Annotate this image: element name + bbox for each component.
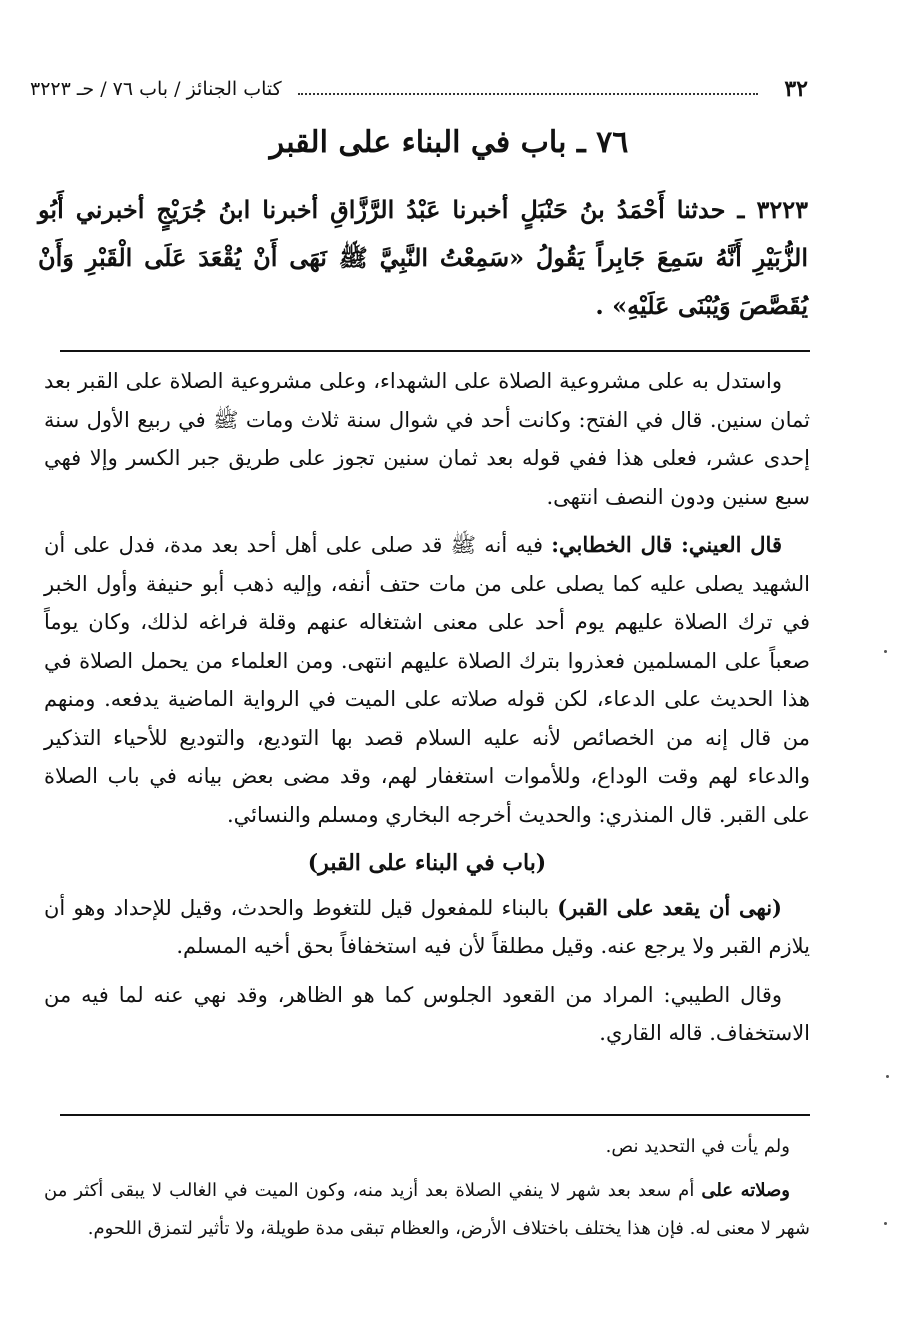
commentary-paragraph-3-text: بالبناء للمفعول قيل للتغوط والحدث، وقيل للإحداد وهو أن يلازم القبر ولا يرجع عنه. وقيل مطلقاً لأن فيه استخفافاً بحق أخيه المسلم. xyxy=(44,895,810,958)
scan-speck xyxy=(884,1222,887,1225)
hadith-text-block xyxy=(38,186,808,330)
footnotes-block xyxy=(44,1128,810,1254)
commentary-lead-naha: (نهى أن يقعد على القبر) xyxy=(557,894,782,920)
commentary-block xyxy=(44,362,810,1063)
scan-speck xyxy=(886,1075,889,1078)
commentary-subheading: (باب في البناء على القبر) xyxy=(307,850,547,876)
commentary-paragraph-4: وقال الطيبي: المراد من القعود الجلوس كما هو الظاهر، وقد نهي عنه لما فيه من الاستخفاف. قاله القاري. xyxy=(44,982,810,1045)
footnote-2-lead: وصلاته على xyxy=(701,1180,790,1201)
chapter-title: ٧٦ ـ باب في البناء على القبر xyxy=(269,125,629,160)
hadith-number: ٣٢٢٣ ـ xyxy=(737,195,808,224)
commentary-lead-aini: قال العيني: قال الخطابي: xyxy=(551,532,782,557)
page-number: ٣٢ xyxy=(784,76,808,102)
footnote-2 xyxy=(44,1172,810,1248)
commentary-paragraph-2 xyxy=(44,526,810,834)
running-header xyxy=(30,72,808,106)
header-leader-dots xyxy=(298,83,759,95)
commentary-paragraph-2-text: فيه أنه ﷺ قد صلى على أهل أحد بعد مدة، فدل على أن الشهيد يصلى عليه كما يصلى على من مات حتف أنفه، وإليه ذهب أبو حنيفة وأول الخبر في ترك الصلاة عليهم يوم أحد على معنى اشتغاله عنهم وقلة فراغه لذلك، وكان يوماً صعباً على المسلمين فعذروا بترك الصلاة عليهم انتهى. ومن العلماء من يحمل الصلاة في هذا الحديث على الدعاء، لكن قوله صلاته على الميت في الرواية الماضية يدفعه. ومنهم من قال إنه من الخصائص لأنه عليه السلام قصد بها التوديع، والتوديع للأحياء التذكير والدعاء لهم وقت الوداع، وللأموات استغفار لهم، وقد مضى بعض بيانه في باب الصلاة على القبر. قال المنذري: والحديث أخرجه البخاري ومسلم والنسائي. xyxy=(44,533,810,827)
footnote-2-text: أم سعد بعد شهر لا ينفي الصلاة بعد أزيد منه، وكون الميت في الغالب لا يبقى أكثر من شهر لا معنى له. فإن هذا يختلف باختلاف الأرض، والعظام تبقى مدة طويلة، ولا تأثير لتمزق اللحوم. xyxy=(44,1180,810,1239)
commentary-paragraph-1: واستدل به على مشروعية الصلاة على الشهداء، وعلى مشروعية الصلاة على القبر بعد ثمان سنين. قال في الفتح: وكانت أحد في شوال سنة ثلاث ومات ﷺ في ربيع الأول سنة إحدى عشر، فعلى هذا ففي قوله بعد ثمان سنين تجوز على طريق جبر الكسر وإلا فهي سبع سنين ودون النصف انتهى. xyxy=(44,369,810,509)
commentary-paragraph-3 xyxy=(44,889,810,966)
hadith-body: حدثنا أَحْمَدُ بنُ حَنْبَلٍ أخبرنا عَبْدُ الرَّزَّاقِ أخبرنا ابنُ جُرَيْجٍ أخبرني أَبُو الزُّبَيْرِ أَنَّهُ سَمِعَ جَابِراً يَقُولُ «سَمِعْتُ النَّبِيَّ ﷺ نَهَى أَنْ يُقْعَدَ عَلَى الْقَبْرِ وَأَنْ يُقَصَّصَ وَيُبْنَى عَلَيْهِ» . xyxy=(38,195,808,320)
scan-speck xyxy=(884,650,887,653)
divider-rule-top xyxy=(60,350,810,352)
divider-rule-footnotes xyxy=(60,1114,810,1116)
book-reference: كتاب الجنائز / باب ٧٦ / حـ ٣٢٢٣ xyxy=(30,78,282,100)
footnote-1: ولم يأت في التحديد نص. xyxy=(605,1136,790,1157)
